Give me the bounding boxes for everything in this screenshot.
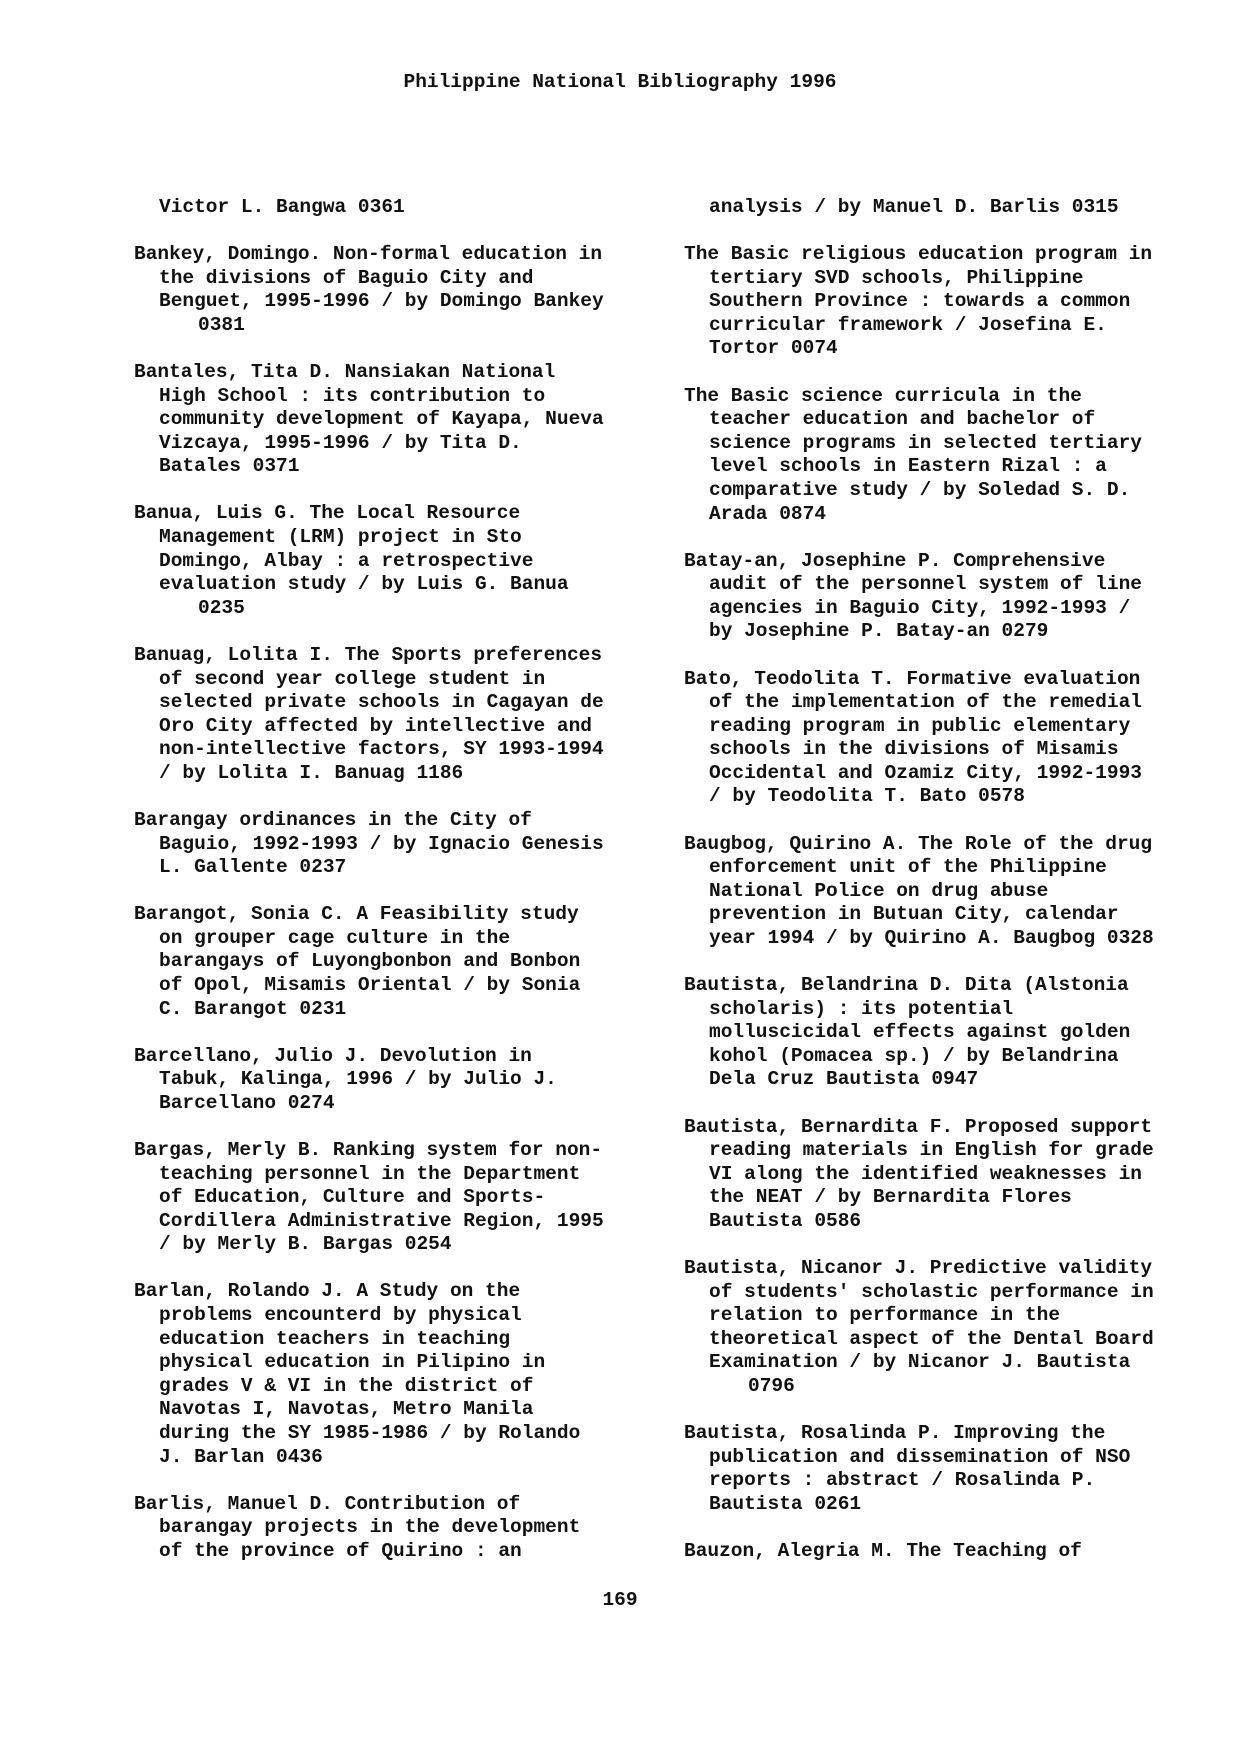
bibliography-entry [684, 385, 1224, 527]
entry-line: Bautista, Belandrina D. Dita (Alstonia [684, 974, 1129, 997]
bibliography-entry [684, 833, 1224, 951]
entry-line: Barangay ordinances in the City of [134, 808, 532, 831]
entry-line: of second year college student in [159, 667, 546, 690]
entry-line: level schools in Eastern Rizal : a [709, 455, 1107, 478]
entry-line: Bautista, Rosalinda P. Improving the [684, 1422, 1106, 1445]
entry-line: curricular framework / Josefina E. [709, 313, 1107, 336]
entry-line: Benguet, 1995-1996 / by Domingo Bankey [159, 290, 604, 313]
entry-line: barangays of Luyongbonbon and Bonbon [159, 950, 581, 973]
entry-line: Bautista 0586 [709, 1209, 862, 1232]
entry-line: Barlis, Manuel D. Contribution of [134, 1492, 521, 1515]
bibliography-entry [134, 196, 674, 220]
entry-line: of the implementation of the remedial [709, 691, 1142, 714]
entry-line: barangay projects in the development [159, 1516, 581, 1539]
entry-line: National Police on drug abuse [709, 879, 1049, 902]
entry-line: Oro City affected by intellective and [159, 714, 592, 737]
entry-line: Batales 0371 [159, 455, 300, 478]
entry-line: reading program in public elementary [709, 714, 1131, 737]
entry-line: Tabuk, Kalinga, 1996 / by Julio J. [159, 1068, 557, 1091]
entry-line: Victor L. Bangwa 0361 [159, 196, 405, 218]
entry-line: evaluation study / by Luis G. Banua [159, 573, 569, 596]
bibliography-entry [134, 502, 674, 620]
entry-line: by Josephine P. Batay-an 0279 [709, 620, 1049, 643]
entry-line: Management (LRM) project in Sto [159, 526, 522, 549]
entry-line: Barcellano, Julio J. Devolution in [134, 1044, 532, 1067]
entry-line: year 1994 / by Quirino A. Baugbog 0328 [709, 926, 1154, 949]
bibliography-entry [134, 361, 674, 479]
bibliography-entry [684, 1540, 1224, 1564]
bibliography-entry [134, 903, 674, 1021]
entry-line: Dela Cruz Bautista 0947 [709, 1068, 979, 1091]
entry-line: the NEAT / by Bernardita Flores [709, 1186, 1072, 1209]
entry-line: Bautista 0261 [709, 1492, 862, 1515]
bibliography-entry [134, 243, 674, 337]
entry-line: Bato, Teodolita T. Formative evaluation [684, 667, 1141, 690]
entry-line: the divisions of Baguio City and [159, 266, 534, 289]
entry-line: Bautista, Bernardita F. Proposed support [684, 1115, 1153, 1138]
entry-line: C. Barangot 0231 [159, 997, 347, 1020]
entry-line: schools in the divisions of Misamis [709, 738, 1119, 761]
entry-line: Banuag, Lolita I. The Sports preferences [134, 643, 603, 666]
bibliography-entry [684, 668, 1224, 810]
bibliography-entry [684, 1116, 1224, 1234]
entry-line: community development of Kayapa, Nueva [159, 408, 604, 431]
entry-line: of the province of Quirino : an [159, 1539, 522, 1562]
entry-line: Southern Province : towards a common [709, 290, 1131, 313]
entry-line: High School : its contribution to [159, 384, 546, 407]
entry-line: Barcellano 0274 [159, 1091, 335, 1114]
entry-line: theoretical aspect of the Dental Board [709, 1327, 1154, 1350]
entry-line: VI along the identified weaknesses in [709, 1162, 1142, 1185]
entry-line: / by Merly B. Bargas 0254 [159, 1233, 452, 1256]
entry-line: Domingo, Albay : a retrospective [159, 549, 534, 572]
entry-line: science programs in selected tertiary [709, 431, 1142, 454]
entry-line: Navotas I, Navotas, Metro Manila [159, 1398, 534, 1421]
entry-line: J. Barlan 0436 [159, 1445, 323, 1468]
entry-line: Vizcaya, 1995-1996 / by Tita D. [159, 431, 522, 454]
entry-line: 0235 [198, 596, 245, 619]
entry-line: tertiary SVD schools, Philippine [709, 266, 1084, 289]
entry-line: / by Teodolita T. Bato 0578 [709, 785, 1025, 808]
entry-line: reports : abstract / Rosalinda P. [709, 1469, 1096, 1492]
entry-line: Cordillera Administrative Region, 1995 [159, 1209, 604, 1232]
entry-line: Arada 0874 [709, 502, 827, 525]
entry-line: of Opol, Misamis Oriental / by Sonia [159, 974, 581, 997]
entry-line: enforcement unit of the Philippine [709, 856, 1107, 879]
entry-line: Bautista, Nicanor J. Predictive validity [684, 1256, 1153, 1279]
entry-line: molluscicidal effects against golden [709, 1021, 1131, 1044]
right-column [684, 196, 1224, 1587]
entry-line: publication and dissemination of NSO [709, 1445, 1131, 1468]
entry-line: agencies in Baguio City, 1992-1993 / [709, 596, 1131, 619]
entry-line: Bargas, Merly B. Ranking system for non- [134, 1139, 603, 1161]
entry-line: Batay-an, Josephine P. Comprehensive [684, 549, 1106, 572]
entry-line: Baugbog, Quirino A. The Role of the drug [684, 832, 1153, 855]
running-header: Philippine National Bibliography 1996 [403, 71, 837, 93]
entry-line: comparative study / by Soledad S. D. [709, 478, 1131, 501]
bibliography-entry [134, 644, 674, 786]
entry-line: Occidental and Ozamiz City, 1992-1993 [709, 761, 1142, 784]
bibliography-entry [134, 1493, 674, 1564]
entry-line: prevention in Butuan City, calendar [709, 903, 1119, 926]
entry-line: Barlan, Rolando J. A Study on the [134, 1280, 521, 1303]
entry-line: Banua, Luis G. The Local Resource [134, 502, 521, 525]
entry-line: 0381 [198, 313, 245, 336]
page-number: 169 [602, 1589, 638, 1611]
entry-line: Bankey, Domingo. Non-formal education in [134, 243, 603, 266]
entry-line: Bantales, Tita D. Nansiakan National [134, 360, 556, 383]
entry-line: kohol (Pomacea sp.) / by Belandrina [709, 1044, 1119, 1067]
entry-line: / by Lolita I. Banuag 1186 [159, 761, 464, 784]
bibliography-entry [684, 974, 1224, 1092]
bibliography-entry [134, 1045, 674, 1116]
bibliography-entry [134, 809, 674, 880]
entry-line: during the SY 1985-1986 / by Rolando [159, 1422, 581, 1445]
bibliography-entry [684, 243, 1224, 361]
entry-line: problems encounterd by physical [159, 1304, 522, 1327]
entry-line: Tortor 0074 [709, 337, 838, 360]
entry-line: audit of the personnel system of line [709, 573, 1142, 596]
entry-line: Examination / by Nicanor J. Bautista [709, 1351, 1131, 1374]
entry-line: L. Gallente 0237 [159, 856, 347, 879]
entry-line: non-intellective factors, SY 1993-1994 [159, 738, 604, 761]
entry-line: teacher education and bachelor of [709, 408, 1096, 431]
left-column [134, 196, 674, 1587]
entry-line: Bauzon, Alegria M. The Teaching of [684, 1539, 1082, 1562]
entry-line: reading materials in English for grade [709, 1139, 1154, 1162]
entry-line: grades V & VI in the district of [159, 1374, 534, 1397]
entry-line: analysis / by Manuel D. Barlis 0315 [709, 196, 1119, 218]
entry-line: of Education, Culture and Sports- [159, 1186, 546, 1209]
entry-line: Baguio, 1992-1993 / by Ignacio Genesis [159, 832, 604, 855]
entry-line: Barangot, Sonia C. A Feasibility study [134, 903, 579, 926]
bibliography-entry [134, 1280, 674, 1469]
bibliography-entry [134, 1139, 674, 1257]
entry-line: education teachers in teaching [159, 1327, 511, 1350]
entry-line: selected private schools in Cagayan de [159, 691, 604, 714]
entry-line: 0796 [748, 1374, 795, 1397]
entry-line: teaching personnel in the Department [159, 1162, 581, 1185]
entry-line: The Basic science curricula in the [684, 384, 1082, 407]
bibliography-entry [684, 1422, 1224, 1516]
entry-line: physical education in Pilipino in [159, 1351, 546, 1374]
bibliography-entry [684, 1257, 1224, 1399]
bibliography-entry [684, 550, 1224, 644]
entry-line: The Basic religious education program in [684, 243, 1153, 266]
entry-line: scholaris) : its potential [709, 997, 1014, 1020]
entry-line: on grouper cage culture in the [159, 926, 511, 949]
entry-line: of students' scholastic performance in [709, 1280, 1154, 1303]
bibliography-entry [684, 196, 1224, 220]
entry-line: relation to performance in the [709, 1304, 1061, 1327]
